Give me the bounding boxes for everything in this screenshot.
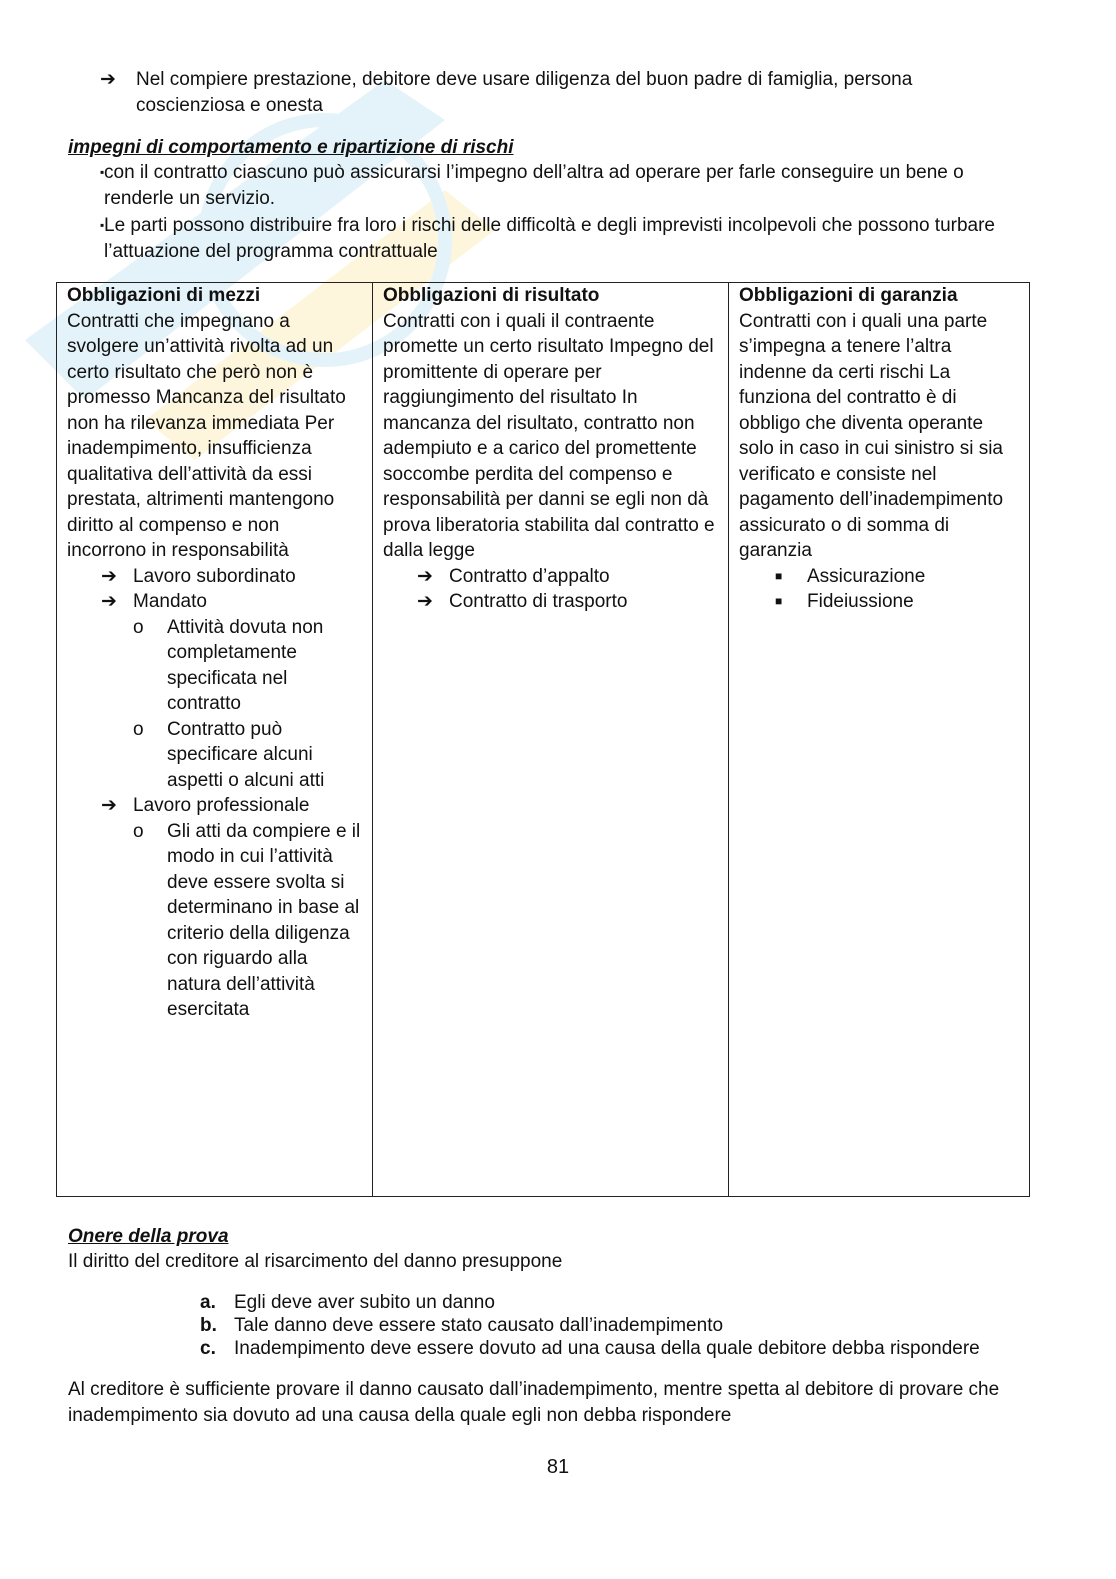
list-item-text: Lavoro subordinato: [133, 565, 296, 587]
bullet-icon: ▪: [100, 218, 105, 232]
square-bullet-icon: ■: [775, 568, 783, 583]
arrow-icon: ➔: [101, 795, 117, 816]
list-item: [67, 793, 362, 819]
bullet-icon: ▪: [100, 165, 105, 179]
list-item: [200, 1336, 980, 1362]
col-title: Obbligazioni di risultato: [383, 285, 600, 306]
obligations-table: [56, 282, 1030, 1197]
list-letter: b.: [200, 1315, 217, 1336]
sub-list-item: [67, 717, 362, 794]
arrow-icon: ➔: [101, 565, 117, 587]
col-title: Obbligazioni di mezzi: [67, 285, 261, 306]
col-obbligazioni-mezzi: [57, 283, 373, 1197]
list-item-text: Lavoro professionale: [133, 795, 310, 816]
conclusion-paragraph: Al creditore è sufficiente provare il danno causato dall’inadempimento, mentre spetta al debitore di provare che inadempimento sia dovuto ad una causa della quale egli non debba rispondere: [68, 1379, 1000, 1426]
square-bullet-icon: ■: [775, 594, 783, 608]
sub-list-item-text: Gli atti da compiere e il modo in cui l’attività deve essere svolta si determinano in base al criterio della diligenza con riguardo alla natura dell’attività esercitata: [167, 820, 361, 1020]
sub-list-item: [67, 615, 362, 717]
list-letter: a.: [200, 1292, 216, 1313]
circle-bullet-icon: o: [133, 820, 144, 842]
list-item-text: Egli deve aver subito un danno: [234, 1292, 495, 1313]
list-item-text: Inadempimento deve essere dovuto ad una causa della quale debitore debba rispondere: [234, 1338, 980, 1359]
list-letter: c.: [200, 1338, 216, 1359]
col-text: Contratti che impegnano a svolgere un’attività rivolta ad un certo risultato che però non è promesso Mancanza del risultato non ha rilevanza immediata Per inadempimento, insufficienza qualitativa dell’attività da essi prestata, altrimenti mantengono diritto al compenso e non incorrono in responsabilità: [67, 310, 346, 561]
bullet-text: Le parti possono distribuire fra loro i rischi delle difficoltà e degli imprevisti incolpevoli che possono turbare l’attuazione del programma contrattuale: [104, 215, 995, 262]
list-item: [739, 564, 1019, 590]
sub-list-item: [67, 819, 362, 1023]
list-item: [67, 589, 362, 615]
list-item: [200, 1313, 723, 1339]
page-number: 81: [546, 1456, 570, 1478]
arrow-icon: ➔: [101, 591, 117, 612]
list-item: [200, 1290, 495, 1316]
list-item: [383, 564, 718, 590]
intro-arrow-item: [100, 67, 1000, 118]
arrow-icon: ➔: [100, 69, 116, 90]
col-obbligazioni-risultato: [373, 283, 729, 1197]
section-title-onere: Onere della prova: [68, 1226, 229, 1247]
list-item-text: Assicurazione: [807, 565, 926, 587]
sub-list-item-text: Contratto può specificare alcuni aspetti o alcuni atti: [167, 718, 325, 791]
sub-list-item-text: Attività dovuta non completamente specificata nel contratto: [167, 616, 324, 714]
bullet-item: [68, 213, 1038, 264]
list-item-text: Contratto di trasporto: [449, 591, 628, 612]
col-text: Contratti con i quali una parte s’impegna a tenere l’altra indenne da certi rischi La funziona del contratto è di obbligo che diventa operante solo in caso in cui sinistro si sia verificato e consiste nel pagamento dell’inadempimento assicurato o di somma di garanzia: [739, 310, 1004, 561]
section-intro: Il diritto del creditore al risarcimento del danno presuppone: [68, 1251, 563, 1272]
list-item-text: Fideiussione: [807, 591, 914, 612]
section-title-impegni: impegni di comportamento e ripartizione di rischi: [68, 137, 514, 158]
list-item-text: Tale danno deve essere stato causato dall’inadempimento: [234, 1315, 724, 1336]
circle-bullet-icon: o: [133, 616, 144, 638]
col-obbligazioni-garanzia: [729, 283, 1030, 1197]
list-item: [383, 589, 718, 615]
intro-arrow-text: Nel compiere prestazione, debitore deve usare diligenza del buon padre di famiglia, persona coscienziosa e onesta: [136, 69, 913, 116]
arrow-icon: ➔: [417, 591, 433, 612]
list-item-text: Contratto d’appalto: [449, 565, 610, 587]
col-text: Contratti con i quali il contraente promette un certo risultato Impegno del promittente di operare per raggiungimento del risultato In mancanza del risultato, contratto non adempiuto e a carico del promettente soccombe perdita del compenso e responsabilità per danni se egli non dà prova liberatoria stabilita dal contratto e dalla legge: [383, 310, 715, 561]
circle-bullet-icon: o: [133, 718, 144, 740]
arrow-icon: ➔: [417, 565, 433, 587]
col-title: Obbligazioni di garanzia: [739, 285, 958, 306]
list-item-text: Mandato: [133, 591, 207, 612]
list-item: [739, 589, 1019, 615]
list-item: [67, 564, 362, 590]
bullet-text: con il contratto ciascuno può assicurarsi l’impegno dell’altra ad operare per farle conseguire un bene o renderle un servizio.: [104, 162, 964, 209]
bullet-item: [68, 160, 1038, 211]
